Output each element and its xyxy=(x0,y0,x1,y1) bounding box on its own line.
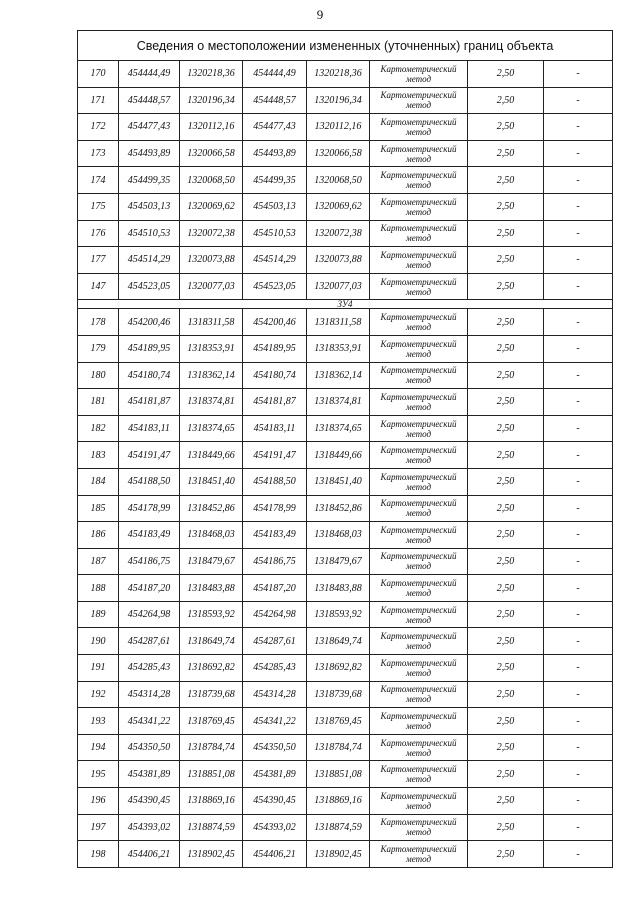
accuracy-cell: 2,50 xyxy=(468,601,544,628)
y-new-cell: 1320069,62 xyxy=(307,193,370,220)
x-new-cell: 454314,28 xyxy=(243,681,307,708)
table-row xyxy=(78,220,613,247)
y-existing-cell: 1318451,40 xyxy=(180,468,243,495)
y-new-cell: 1318483,88 xyxy=(307,575,370,602)
x-new-cell: 454264,98 xyxy=(243,601,307,628)
description-cell: - xyxy=(544,522,613,549)
table-row xyxy=(78,575,613,602)
accuracy-cell: 2,50 xyxy=(468,247,544,274)
y-existing-cell: 1318311,58 xyxy=(180,309,243,336)
point-number-cell: 178 xyxy=(78,309,119,336)
accuracy-cell: 2,50 xyxy=(468,655,544,682)
x-new-cell: 454503,13 xyxy=(243,193,307,220)
table-row xyxy=(78,681,613,708)
y-existing-cell: 1318692,82 xyxy=(180,655,243,682)
x-new-cell: 454499,35 xyxy=(243,167,307,194)
accuracy-cell: 2,50 xyxy=(468,167,544,194)
y-existing-cell: 1320069,62 xyxy=(180,193,243,220)
table-title: Сведения о местоположении измененных (уточненных) границ объекта xyxy=(78,31,613,61)
y-existing-cell: 1320077,03 xyxy=(180,273,243,300)
point-number-cell: 176 xyxy=(78,220,119,247)
section-label: ЗУ4 xyxy=(78,300,613,309)
description-cell: - xyxy=(544,628,613,655)
y-existing-cell: 1320218,36 xyxy=(180,61,243,88)
y-existing-cell: 1318649,74 xyxy=(180,628,243,655)
table-row xyxy=(78,814,613,841)
method-cell: Картометрический метод xyxy=(370,681,468,708)
accuracy-cell: 2,50 xyxy=(468,814,544,841)
description-cell: - xyxy=(544,814,613,841)
x-existing-cell: 454191,47 xyxy=(119,442,180,469)
y-new-cell: 1318362,14 xyxy=(307,362,370,389)
accuracy-cell: 2,50 xyxy=(468,468,544,495)
y-existing-cell: 1318851,08 xyxy=(180,761,243,788)
table-row xyxy=(78,415,613,442)
table-row xyxy=(78,309,613,336)
method-cell: Картометрический метод xyxy=(370,220,468,247)
y-new-cell: 1318452,86 xyxy=(307,495,370,522)
accuracy-cell: 2,50 xyxy=(468,761,544,788)
table-row xyxy=(78,61,613,88)
y-new-cell: 1320196,34 xyxy=(307,87,370,114)
x-existing-cell: 454499,35 xyxy=(119,167,180,194)
y-new-cell: 1318902,45 xyxy=(307,841,370,868)
y-new-cell: 1320068,50 xyxy=(307,167,370,194)
method-cell: Картометрический метод xyxy=(370,362,468,389)
method-cell: Картометрический метод xyxy=(370,273,468,300)
description-cell: - xyxy=(544,61,613,88)
description-cell: - xyxy=(544,140,613,167)
x-new-cell: 454180,74 xyxy=(243,362,307,389)
point-number-cell: 183 xyxy=(78,442,119,469)
y-existing-cell: 1318739,68 xyxy=(180,681,243,708)
accuracy-cell: 2,50 xyxy=(468,548,544,575)
table-row xyxy=(78,114,613,141)
description-cell: - xyxy=(544,761,613,788)
accuracy-cell: 2,50 xyxy=(468,734,544,761)
table-row xyxy=(78,468,613,495)
x-new-cell: 454514,29 xyxy=(243,247,307,274)
method-cell: Картометрический метод xyxy=(370,442,468,469)
x-existing-cell: 454503,13 xyxy=(119,193,180,220)
y-new-cell: 1318479,67 xyxy=(307,548,370,575)
x-existing-cell: 454188,50 xyxy=(119,468,180,495)
y-new-cell: 1318451,40 xyxy=(307,468,370,495)
description-cell: - xyxy=(544,655,613,682)
method-cell: Картометрический метод xyxy=(370,468,468,495)
accuracy-cell: 2,50 xyxy=(468,61,544,88)
x-existing-cell: 454390,45 xyxy=(119,788,180,815)
table-row xyxy=(78,708,613,735)
accuracy-cell: 2,50 xyxy=(468,220,544,247)
x-existing-cell: 454314,28 xyxy=(119,681,180,708)
y-new-cell: 1318851,08 xyxy=(307,761,370,788)
x-new-cell: 454287,61 xyxy=(243,628,307,655)
method-cell: Картометрический метод xyxy=(370,708,468,735)
point-number-cell: 198 xyxy=(78,841,119,868)
point-number-cell: 190 xyxy=(78,628,119,655)
y-existing-cell: 1320196,34 xyxy=(180,87,243,114)
method-cell: Картометрический метод xyxy=(370,761,468,788)
table-row xyxy=(78,628,613,655)
x-existing-cell: 454477,43 xyxy=(119,114,180,141)
point-number-cell: 192 xyxy=(78,681,119,708)
description-cell: - xyxy=(544,708,613,735)
y-existing-cell: 1318784,74 xyxy=(180,734,243,761)
table-row xyxy=(78,522,613,549)
page-number: 9 xyxy=(316,7,324,22)
point-number-cell: 195 xyxy=(78,761,119,788)
x-new-cell: 454187,20 xyxy=(243,575,307,602)
table-row xyxy=(78,601,613,628)
method-cell: Картометрический метод xyxy=(370,193,468,220)
table-row xyxy=(78,167,613,194)
x-existing-cell: 454186,75 xyxy=(119,548,180,575)
y-new-cell: 1320218,36 xyxy=(307,61,370,88)
x-new-cell: 454381,89 xyxy=(243,761,307,788)
table-row xyxy=(78,655,613,682)
table-row xyxy=(78,761,613,788)
description-cell: - xyxy=(544,87,613,114)
x-new-cell: 454191,47 xyxy=(243,442,307,469)
y-new-cell: 1320077,03 xyxy=(307,273,370,300)
x-existing-cell: 454381,89 xyxy=(119,761,180,788)
x-existing-cell: 454444,49 xyxy=(119,61,180,88)
y-new-cell: 1320112,16 xyxy=(307,114,370,141)
point-number-cell: 179 xyxy=(78,335,119,362)
method-cell: Картометрический метод xyxy=(370,335,468,362)
method-cell: Картометрический метод xyxy=(370,61,468,88)
accuracy-cell: 2,50 xyxy=(468,193,544,220)
x-existing-cell: 454200,46 xyxy=(119,309,180,336)
point-number-cell: 194 xyxy=(78,734,119,761)
description-cell: - xyxy=(544,362,613,389)
point-number-cell: 171 xyxy=(78,87,119,114)
description-cell: - xyxy=(544,734,613,761)
y-existing-cell: 1318362,14 xyxy=(180,362,243,389)
y-new-cell: 1318784,74 xyxy=(307,734,370,761)
table-row xyxy=(78,841,613,868)
method-cell: Картометрический метод xyxy=(370,841,468,868)
accuracy-cell: 2,50 xyxy=(468,708,544,735)
x-existing-cell: 454187,20 xyxy=(119,575,180,602)
method-cell: Картометрический метод xyxy=(370,601,468,628)
x-existing-cell: 454510,53 xyxy=(119,220,180,247)
y-existing-cell: 1318353,91 xyxy=(180,335,243,362)
x-existing-cell: 454350,50 xyxy=(119,734,180,761)
y-new-cell: 1318353,91 xyxy=(307,335,370,362)
x-existing-cell: 454448,57 xyxy=(119,87,180,114)
accuracy-cell: 2,50 xyxy=(468,114,544,141)
description-cell: - xyxy=(544,495,613,522)
point-number-cell: 185 xyxy=(78,495,119,522)
x-existing-cell: 454183,49 xyxy=(119,522,180,549)
x-existing-cell: 454285,43 xyxy=(119,655,180,682)
y-new-cell: 1318311,58 xyxy=(307,309,370,336)
x-existing-cell: 454493,89 xyxy=(119,140,180,167)
x-new-cell: 454183,49 xyxy=(243,522,307,549)
accuracy-cell: 2,50 xyxy=(468,335,544,362)
accuracy-cell: 2,50 xyxy=(468,575,544,602)
y-existing-cell: 1318874,59 xyxy=(180,814,243,841)
description-cell: - xyxy=(544,193,613,220)
y-new-cell: 1318649,74 xyxy=(307,628,370,655)
x-new-cell: 454390,45 xyxy=(243,788,307,815)
boundary-points-table xyxy=(77,30,613,868)
table-row xyxy=(78,140,613,167)
table-title-row xyxy=(78,31,613,61)
x-existing-cell: 454393,02 xyxy=(119,814,180,841)
description-cell: - xyxy=(544,548,613,575)
description-cell: - xyxy=(544,575,613,602)
table-row xyxy=(78,389,613,416)
table-row xyxy=(78,788,613,815)
y-existing-cell: 1318769,45 xyxy=(180,708,243,735)
y-existing-cell: 1318593,92 xyxy=(180,601,243,628)
x-new-cell: 454493,89 xyxy=(243,140,307,167)
accuracy-cell: 2,50 xyxy=(468,273,544,300)
x-existing-cell: 454287,61 xyxy=(119,628,180,655)
point-number-cell: 186 xyxy=(78,522,119,549)
description-cell: - xyxy=(544,389,613,416)
x-existing-cell: 454183,11 xyxy=(119,415,180,442)
description-cell: - xyxy=(544,335,613,362)
y-existing-cell: 1318452,86 xyxy=(180,495,243,522)
table-row xyxy=(78,247,613,274)
method-cell: Картометрический метод xyxy=(370,167,468,194)
y-existing-cell: 1320072,38 xyxy=(180,220,243,247)
point-number-cell: 180 xyxy=(78,362,119,389)
table-row xyxy=(78,335,613,362)
x-new-cell: 454285,43 xyxy=(243,655,307,682)
x-new-cell: 454178,99 xyxy=(243,495,307,522)
y-new-cell: 1318374,65 xyxy=(307,415,370,442)
method-cell: Картометрический метод xyxy=(370,309,468,336)
y-new-cell: 1318874,59 xyxy=(307,814,370,841)
point-number-cell: 193 xyxy=(78,708,119,735)
y-existing-cell: 1318374,65 xyxy=(180,415,243,442)
x-new-cell: 454523,05 xyxy=(243,273,307,300)
point-number-cell: 147 xyxy=(78,273,119,300)
y-new-cell: 1318593,92 xyxy=(307,601,370,628)
y-existing-cell: 1318374,81 xyxy=(180,389,243,416)
x-existing-cell: 454181,87 xyxy=(119,389,180,416)
point-number-cell: 172 xyxy=(78,114,119,141)
point-number-cell: 191 xyxy=(78,655,119,682)
y-new-cell: 1318692,82 xyxy=(307,655,370,682)
accuracy-cell: 2,50 xyxy=(468,362,544,389)
method-cell: Картометрический метод xyxy=(370,389,468,416)
description-cell: - xyxy=(544,681,613,708)
description-cell: - xyxy=(544,273,613,300)
method-cell: Картометрический метод xyxy=(370,87,468,114)
y-new-cell: 1318449,66 xyxy=(307,442,370,469)
y-existing-cell: 1320068,50 xyxy=(180,167,243,194)
accuracy-cell: 2,50 xyxy=(468,522,544,549)
accuracy-cell: 2,50 xyxy=(468,442,544,469)
point-number-cell: 182 xyxy=(78,415,119,442)
x-new-cell: 454448,57 xyxy=(243,87,307,114)
y-existing-cell: 1318449,66 xyxy=(180,442,243,469)
description-cell: - xyxy=(544,442,613,469)
y-new-cell: 1318869,16 xyxy=(307,788,370,815)
y-new-cell: 1320066,58 xyxy=(307,140,370,167)
x-new-cell: 454477,43 xyxy=(243,114,307,141)
y-existing-cell: 1320066,58 xyxy=(180,140,243,167)
point-number-cell: 189 xyxy=(78,601,119,628)
x-existing-cell: 454180,74 xyxy=(119,362,180,389)
point-number-cell: 174 xyxy=(78,167,119,194)
description-cell: - xyxy=(544,114,613,141)
method-cell: Картометрический метод xyxy=(370,140,468,167)
x-new-cell: 454186,75 xyxy=(243,548,307,575)
x-new-cell: 454444,49 xyxy=(243,61,307,88)
description-cell: - xyxy=(544,468,613,495)
x-new-cell: 454189,95 xyxy=(243,335,307,362)
x-new-cell: 454181,87 xyxy=(243,389,307,416)
y-existing-cell: 1320073,88 xyxy=(180,247,243,274)
accuracy-cell: 2,50 xyxy=(468,415,544,442)
x-new-cell: 454406,21 xyxy=(243,841,307,868)
point-number-cell: 187 xyxy=(78,548,119,575)
x-new-cell: 454183,11 xyxy=(243,415,307,442)
table-row xyxy=(78,193,613,220)
y-new-cell: 1318374,81 xyxy=(307,389,370,416)
accuracy-cell: 2,50 xyxy=(468,681,544,708)
y-new-cell: 1318739,68 xyxy=(307,681,370,708)
accuracy-cell: 2,50 xyxy=(468,309,544,336)
accuracy-cell: 2,50 xyxy=(468,788,544,815)
description-cell: - xyxy=(544,167,613,194)
table-row xyxy=(78,734,613,761)
method-cell: Картометрический метод xyxy=(370,734,468,761)
x-new-cell: 454188,50 xyxy=(243,468,307,495)
y-new-cell: 1320072,38 xyxy=(307,220,370,247)
x-existing-cell: 454264,98 xyxy=(119,601,180,628)
table-row xyxy=(78,495,613,522)
method-cell: Картометрический метод xyxy=(370,548,468,575)
description-cell: - xyxy=(544,841,613,868)
y-new-cell: 1318769,45 xyxy=(307,708,370,735)
description-cell: - xyxy=(544,220,613,247)
accuracy-cell: 2,50 xyxy=(468,628,544,655)
table-row xyxy=(78,273,613,300)
accuracy-cell: 2,50 xyxy=(468,389,544,416)
method-cell: Картометрический метод xyxy=(370,495,468,522)
table-row xyxy=(78,362,613,389)
method-cell: Картометрический метод xyxy=(370,114,468,141)
x-existing-cell: 454189,95 xyxy=(119,335,180,362)
accuracy-cell: 2,50 xyxy=(468,841,544,868)
point-number-cell: 188 xyxy=(78,575,119,602)
point-number-cell: 197 xyxy=(78,814,119,841)
x-new-cell: 454393,02 xyxy=(243,814,307,841)
x-existing-cell: 454341,22 xyxy=(119,708,180,735)
table-row xyxy=(78,548,613,575)
description-cell: - xyxy=(544,309,613,336)
method-cell: Картометрический метод xyxy=(370,628,468,655)
x-new-cell: 454341,22 xyxy=(243,708,307,735)
y-existing-cell: 1318479,67 xyxy=(180,548,243,575)
method-cell: Картометрический метод xyxy=(370,415,468,442)
point-number-cell: 175 xyxy=(78,193,119,220)
description-cell: - xyxy=(544,788,613,815)
description-cell: - xyxy=(544,601,613,628)
y-existing-cell: 1318902,45 xyxy=(180,841,243,868)
x-new-cell: 454350,50 xyxy=(243,734,307,761)
y-new-cell: 1320073,88 xyxy=(307,247,370,274)
x-existing-cell: 454178,99 xyxy=(119,495,180,522)
x-new-cell: 454200,46 xyxy=(243,309,307,336)
table-row xyxy=(78,442,613,469)
method-cell: Картометрический метод xyxy=(370,575,468,602)
table-row xyxy=(78,87,613,114)
point-number-cell: 181 xyxy=(78,389,119,416)
section-row xyxy=(78,300,613,309)
x-existing-cell: 454514,29 xyxy=(119,247,180,274)
point-number-cell: 184 xyxy=(78,468,119,495)
point-number-cell: 173 xyxy=(78,140,119,167)
y-existing-cell: 1318483,88 xyxy=(180,575,243,602)
y-existing-cell: 1318468,03 xyxy=(180,522,243,549)
method-cell: Картометрический метод xyxy=(370,655,468,682)
x-new-cell: 454510,53 xyxy=(243,220,307,247)
method-cell: Картометрический метод xyxy=(370,522,468,549)
y-existing-cell: 1320112,16 xyxy=(180,114,243,141)
x-existing-cell: 454523,05 xyxy=(119,273,180,300)
point-number-cell: 170 xyxy=(78,61,119,88)
description-cell: - xyxy=(544,247,613,274)
y-existing-cell: 1318869,16 xyxy=(180,788,243,815)
method-cell: Картометрический метод xyxy=(370,814,468,841)
accuracy-cell: 2,50 xyxy=(468,87,544,114)
point-number-cell: 177 xyxy=(78,247,119,274)
accuracy-cell: 2,50 xyxy=(468,140,544,167)
x-existing-cell: 454406,21 xyxy=(119,841,180,868)
accuracy-cell: 2,50 xyxy=(468,495,544,522)
point-number-cell: 196 xyxy=(78,788,119,815)
y-new-cell: 1318468,03 xyxy=(307,522,370,549)
description-cell: - xyxy=(544,415,613,442)
method-cell: Картометрический метод xyxy=(370,788,468,815)
method-cell: Картометрический метод xyxy=(370,247,468,274)
